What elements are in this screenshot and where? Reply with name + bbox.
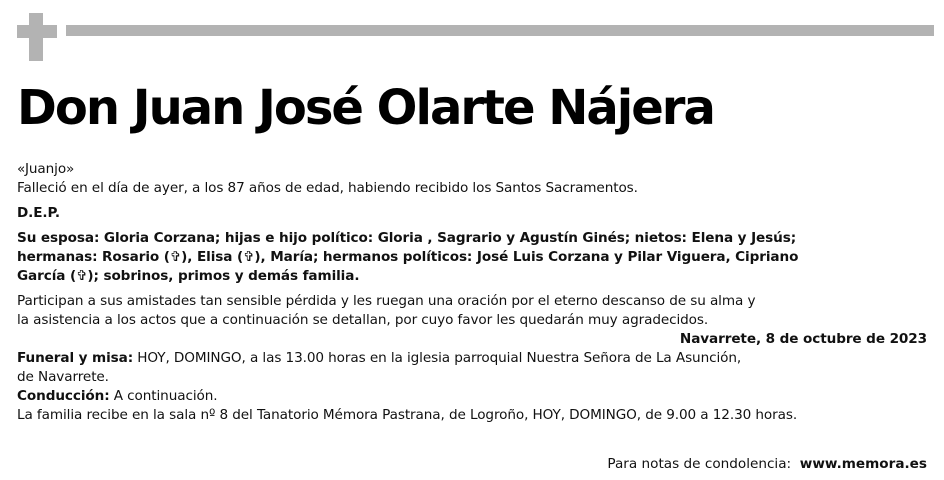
death-announcement: Falleció en el día de ayer, a los 87 años de edad, habiendo recibido los Santos Sacramentos. — [17, 180, 638, 196]
dep-label: D.E.P. — [17, 205, 60, 221]
cross-icon: ✞ — [76, 268, 88, 284]
funeral-info: Funeral y misa: HOY, DOMINGO, a las 13.00 horas en la iglesia parroquial Nuestra Señora de La Asunción, de Navarrete. — [17, 350, 742, 385]
wake-info: La familia recibe en la sala nº 8 del Tanatorio Mémora Pastrana, de Logroño, HOY, DOMINGO, de 9.00 a 12.30 horas. — [17, 407, 798, 423]
place-date: Navarrete, 8 de octubre de 2023 — [679, 331, 927, 347]
family-list: Su esposa: Gloria Corzana; hijas e hijo político: Gloria , Sagrario y Agustín Ginés; nietos: Elena y Jesús; hermanas: Rosario (✞), Elisa (✞), María; hermanos políticos: José Luis Corzana y Pilar Viguera, Cipriano García (✞); sobrinos, primos y demás familia. — [17, 230, 799, 284]
nickname: «Juanjo» — [17, 161, 75, 177]
condolence-footer — [607, 456, 927, 472]
obituary-body — [17, 160, 927, 425]
conduction-label: Conducción: — [17, 388, 110, 404]
cross-icon — [17, 13, 57, 61]
deceased-name: Don Juan José Olarte Nájera — [17, 80, 714, 136]
cross-icon: ✞ — [243, 249, 255, 265]
footer-label: Para notas de condolencia: — [607, 456, 792, 472]
header-rule — [66, 25, 934, 36]
cross-icon: ✞ — [169, 249, 182, 265]
conduction-info: Conducción: A continuación. — [17, 388, 218, 404]
invitation: Participan a sus amistades tan sensible pérdida y les ruegan una oración por el eterno descanso de su alma y la asistencia a los actos que a continuación se detallan, por cuyo favor les quedarán muy agradecidos. — [17, 293, 756, 328]
funeral-label: Funeral y misa: — [17, 350, 134, 366]
condolence-link[interactable]: www.memora.es — [799, 456, 927, 472]
